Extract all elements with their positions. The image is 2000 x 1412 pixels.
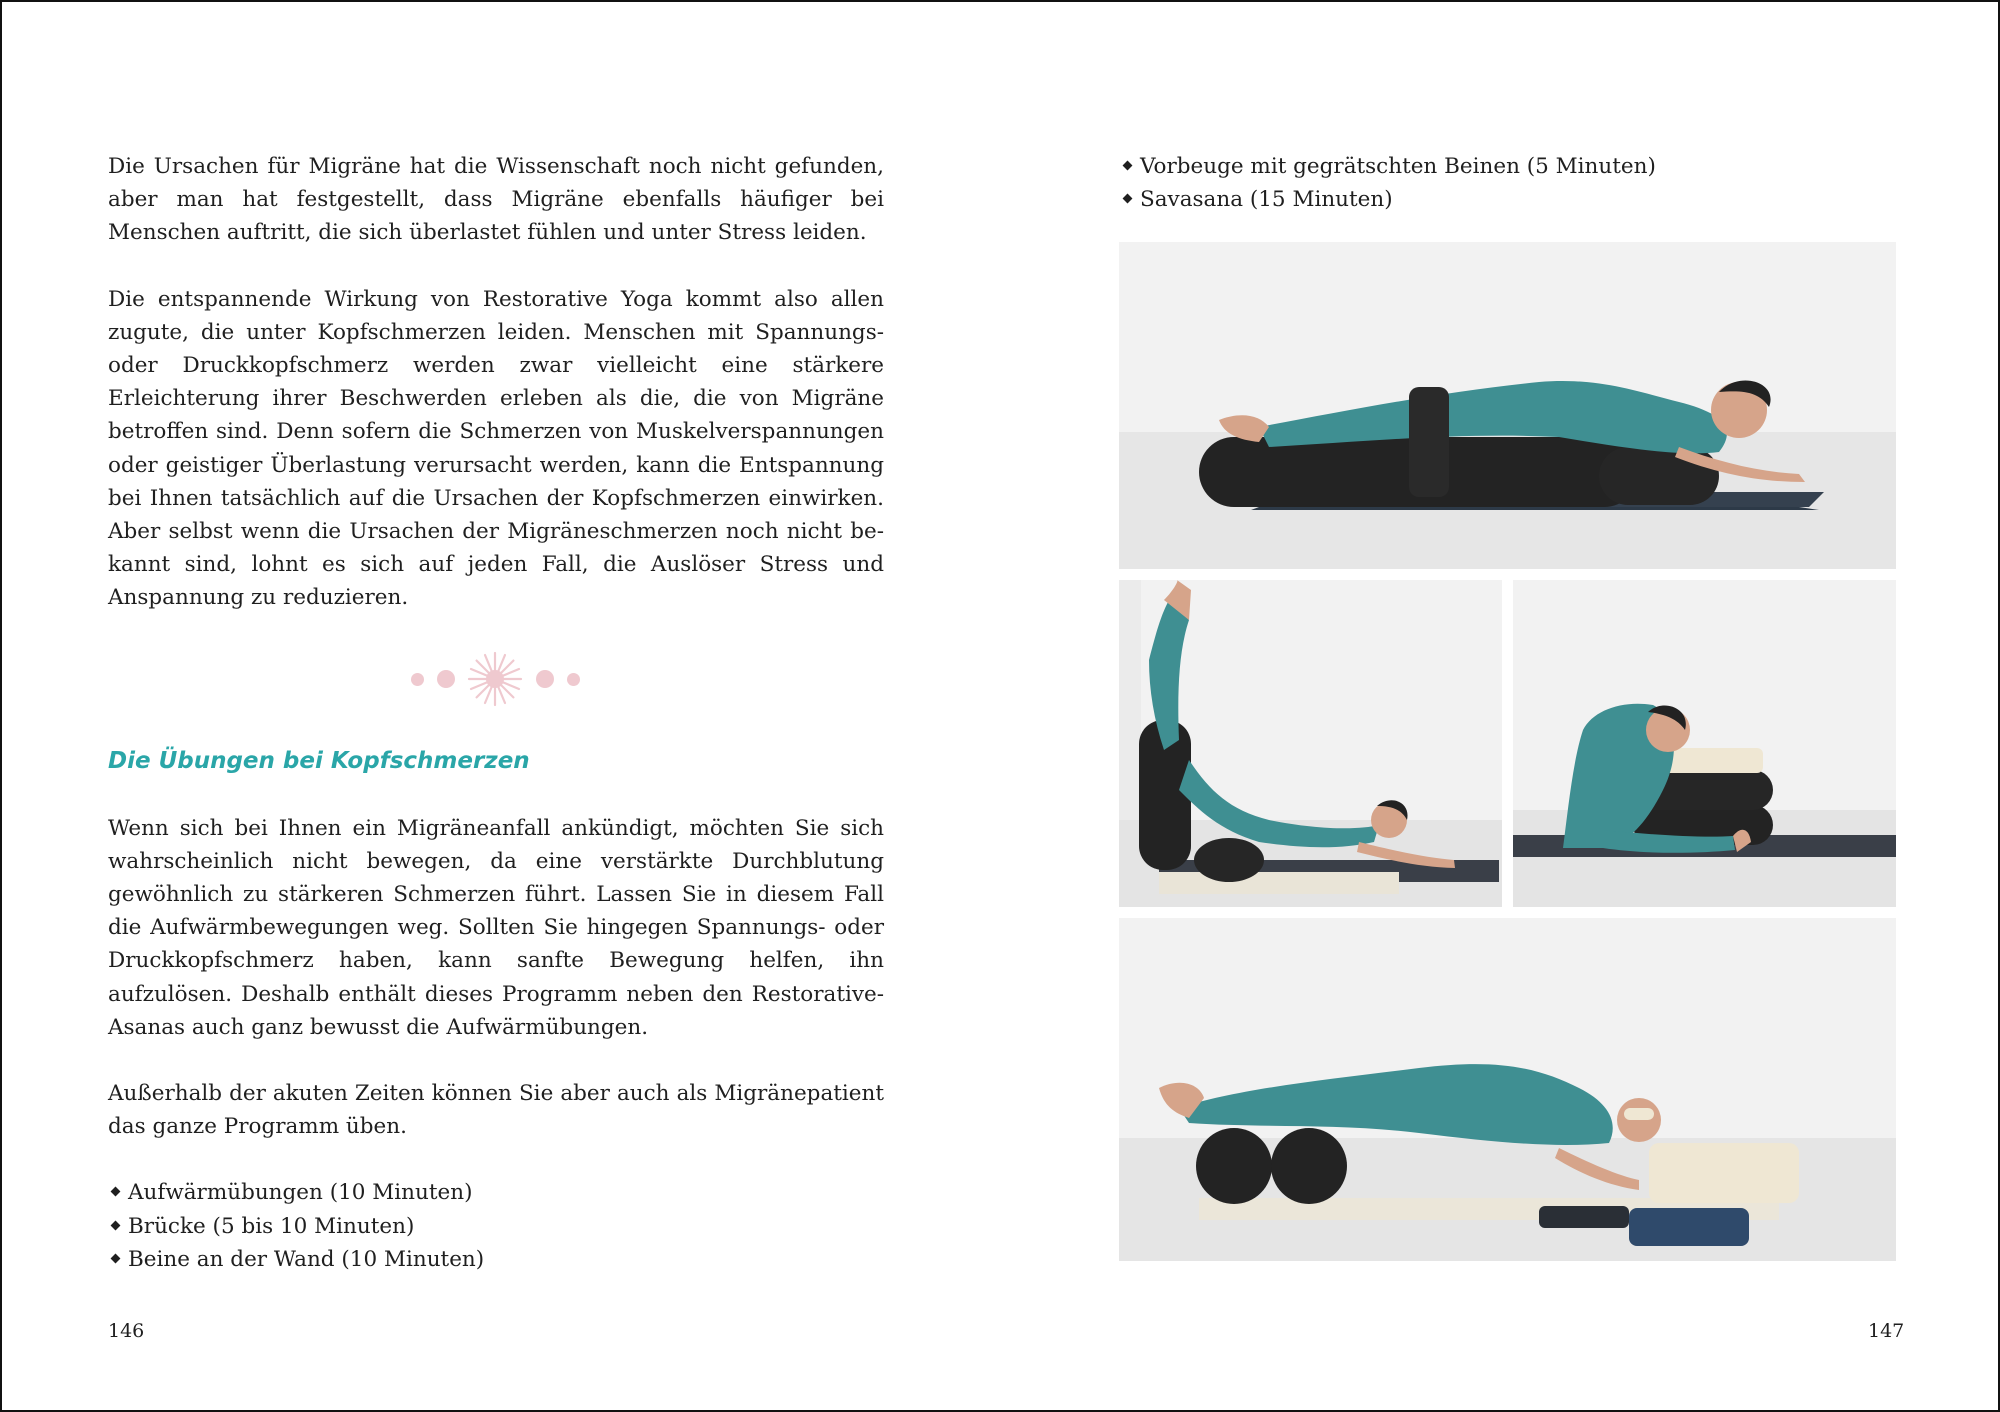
exercise-list	[108, 1176, 884, 1276]
bullet-icon	[111, 1220, 121, 1230]
right-page	[1120, 150, 1896, 216]
bullet-icon	[1123, 194, 1133, 204]
list-item: Brücke (5 bis 10 Minuten)	[108, 1210, 884, 1243]
photo-reclining-pose	[1119, 242, 1896, 569]
flower-ornament-icon	[108, 648, 884, 708]
paragraph: Die entspannende Wirkung von Restorative Yoga kommt also allen zugute, die unter Kopfschmerzen leiden. Menschen mit Spannungs- oder Druckkopfschmerz werden zwar vielleicht eine stärkere Erleichterung ihrer Beschwerden erleben als die, die von Migräne betroffen sind. Denn sofern die Schmerzen von Muskelverspannungen oder geistiger Überlastung verursacht werden, kann die Entspannung bei Ihnen tatsächlich auf die Ursachen der Kopfschmerzen einwirken. Aber selbst wenn die Ursachen der Migräneschmerzen noch nicht bekannt sind, lohnt es sich auf jeden Fall, die Auslöser Stress und Anspannung zu reduzieren.	[108, 286, 884, 611]
left-page	[108, 150, 884, 1276]
photo-savasana	[1119, 918, 1896, 1261]
paragraph: Außerhalb der akuten Zeiten können Sie aber auch als Migränepatient das ganze Programm üben.	[108, 1081, 884, 1140]
bullet-icon	[111, 1187, 121, 1197]
bullet-icon	[111, 1253, 121, 1263]
list-item: Aufwärmübungen (10 Minuten)	[108, 1176, 884, 1209]
list-item: Savasana (15 Minuten)	[1120, 183, 1896, 216]
bullet-icon	[1123, 161, 1133, 171]
paragraph: Die Ursachen für Migräne hat die Wissenschaft noch nicht gefunden, aber man hat festgestellt, dass Migräne ebenfalls häufiger bei Menschen auftritt, die sich überlastet fühlen und unter Stress leiden.	[108, 154, 884, 246]
list-item: Vorbeuge mit gegrätschten Beinen (5 Minuten)	[1120, 150, 1896, 183]
page-number-right: 147	[1868, 1320, 1905, 1342]
photo-legs-up-wall	[1119, 580, 1502, 907]
section-heading: Die Übungen bei Kopfschmerzen	[108, 747, 530, 774]
list-item: Beine an der Wand (10 Minuten)	[108, 1243, 884, 1276]
page-number-left: 146	[108, 1320, 145, 1342]
paragraph: Wenn sich bei Ihnen ein Migräneanfall ankündigt, möchten Sie sich wahrscheinlich nicht bewegen, da eine verstärkte Durchblutung gewöhnlich zu stärkeren Schmerzen führt. Lassen Sie in diesem Fall die Aufwärmbewegungen weg. Sollten Sie hingegen Spannungs- oder Druckkopfschmerz haben, kann sanfte Bewegung helfen, ihn aufzulösen. Deshalb enthält dieses Programm neben den Restorative-Asanas auch ganz bewusst die Aufwärmübungen.	[108, 815, 884, 1040]
photo-forward-bend	[1513, 580, 1896, 907]
exercise-list	[1120, 150, 1896, 216]
